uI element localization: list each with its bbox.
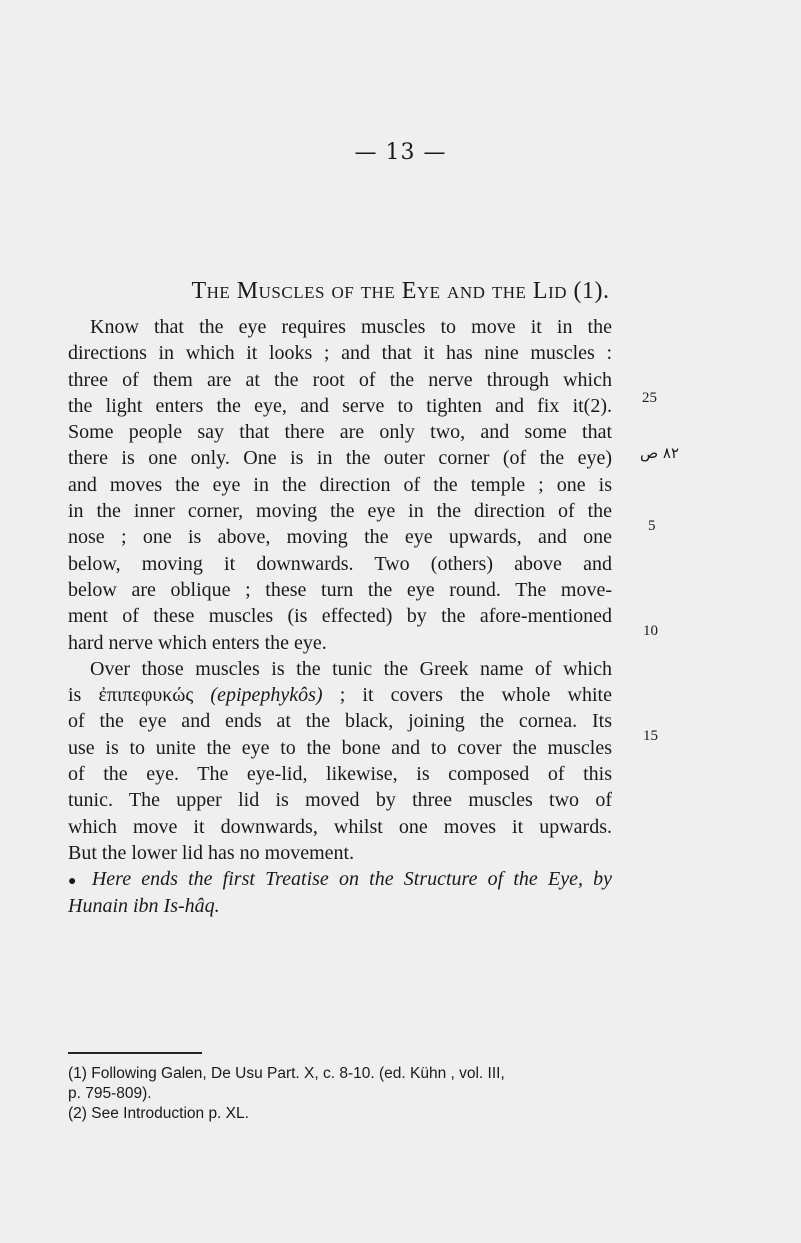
chapter-heading xyxy=(0,278,801,305)
text-line: directions in which it looks ; and that it has nine muscles : xyxy=(68,342,612,365)
footnote-1-cont: p. 795-809). xyxy=(68,1085,152,1102)
text-line: three of them are at the root of the nerve through which xyxy=(68,368,612,391)
text-line: of the eye and ends at the black, joining the cornea. Its xyxy=(68,710,612,733)
text-line-greek xyxy=(68,682,612,708)
text-line: the light enters the eye, and serve to tighten and fix it(2). xyxy=(68,394,612,417)
margin-line-number: 25 xyxy=(642,390,657,406)
text-line: in the inner corner, moving the eye in the direction of the xyxy=(68,500,612,523)
text-line: Over those muscles is the tunic the Greek name of which xyxy=(90,657,612,680)
footnotes xyxy=(68,1064,608,1124)
text-line: of the eye. The eye-lid, likewise, is composed of this xyxy=(68,763,612,786)
greek-transliteration: (epipephykôs) xyxy=(210,684,323,707)
text-line: tunic. The upper lid is moved by three muscles two of xyxy=(68,789,612,812)
text-line: nose ; one is above, moving the eye upwards, and one xyxy=(68,526,612,549)
closing-line xyxy=(68,866,612,892)
footnote-rule xyxy=(68,1052,202,1054)
text-line: below are oblique ; these turn the eye round. The move- xyxy=(68,578,612,601)
footnote-1: (1) Following Galen, De Usu Part. X, c. 8-10. (ed. Kühn , vol. III, xyxy=(68,1065,505,1082)
text-fragment: ; it covers the whole white xyxy=(322,684,612,707)
text-line: which move it downwards, whilst one moves it upwards. xyxy=(68,815,612,838)
chapter-heading-note-ref: (1). xyxy=(573,278,610,304)
chapter-heading-text: The Muscles of the Eye and the Lid xyxy=(191,278,568,304)
greek-term: is ἐπιπεφυκώς xyxy=(68,684,194,707)
footnote-2: (2) See Introduction p. XL. xyxy=(68,1105,249,1122)
text-line: there is one only. One is in the outer corner (of the eye) xyxy=(68,447,612,470)
text-line: But the lower lid has no movement. xyxy=(68,841,355,864)
closing-text: Here ends the first Treatise on the Structure of the Eye, by xyxy=(91,868,613,891)
text-line: Know that the eye requires muscles to move it in the xyxy=(90,316,612,338)
body-text xyxy=(68,314,612,919)
margin-line-number: 5 xyxy=(648,518,656,534)
text-line: Some people say that there are only two, and some that xyxy=(68,421,612,444)
closing-line xyxy=(68,893,612,919)
margin-line-number: 10 xyxy=(643,623,658,639)
margin-arabic-ref: ٨٢ ص xyxy=(640,444,680,462)
closing-text: Hunain ibn Is-hâq. xyxy=(68,894,220,917)
margin-line-number: 15 xyxy=(643,728,658,744)
text-line: and moves the eye in the direction of the temple ; one is xyxy=(68,473,612,496)
text-line: hard nerve which enters the eye. xyxy=(68,631,327,654)
text-line: ment of these muscles (is effected) by the afore-mentioned xyxy=(68,605,612,628)
bullet-icon: ● xyxy=(68,874,82,890)
page-number: — 13 — xyxy=(354,140,447,165)
text-line: use is to unite the eye to the bone and to cover the muscles xyxy=(68,736,612,759)
text-line: below, moving it downwards. Two (others) above and xyxy=(68,552,612,575)
